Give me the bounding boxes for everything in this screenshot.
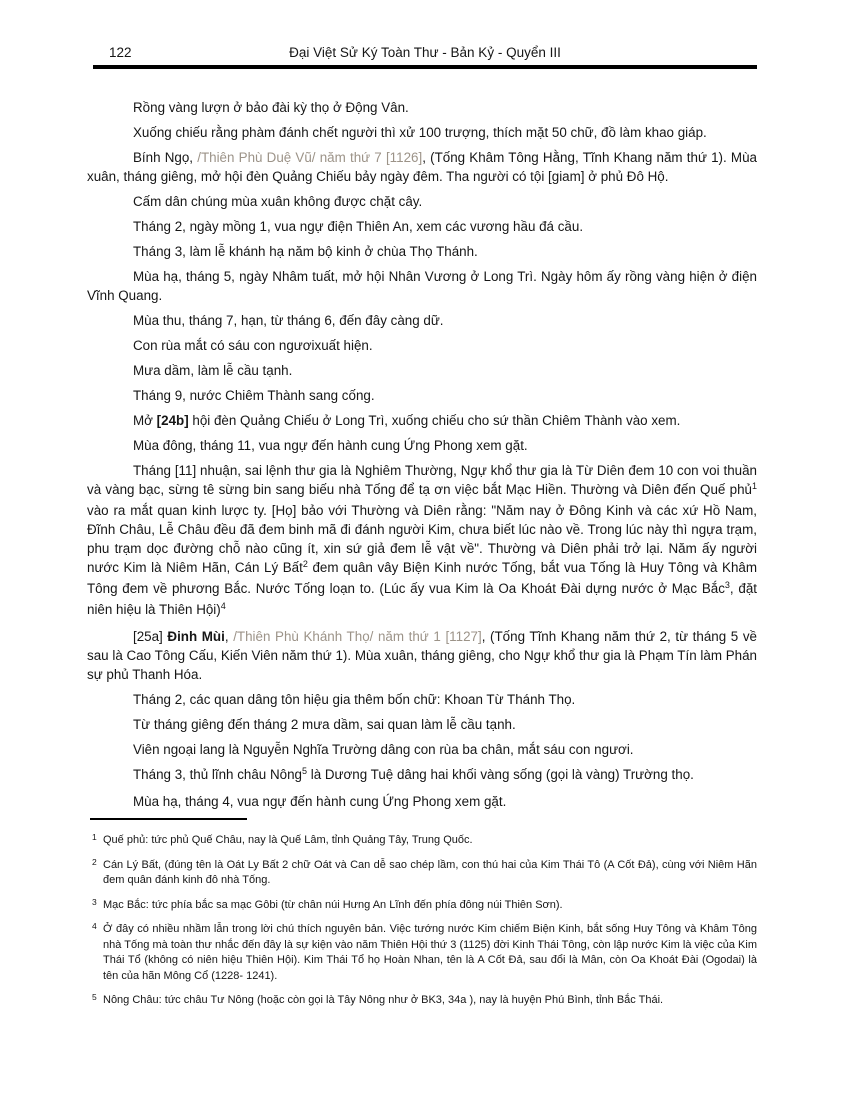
paragraph xyxy=(87,267,757,305)
text-run: Con rùa mắt có sáu con ngươixuất hiện. xyxy=(133,338,373,353)
paragraph xyxy=(87,765,757,786)
page-number: 122 xyxy=(109,45,132,60)
footnote-reference: 3 xyxy=(724,580,730,590)
text-run: , xyxy=(224,629,234,644)
text-run: Xuống chiếu rằng phàm đánh chết người thì xử 100 trượng, thích mặt 50 chữ, đồ làm khao giáp. xyxy=(133,125,707,140)
paragraph xyxy=(87,123,757,142)
text-run: Mùa thu, tháng 7, hạn, từ tháng 6, đến đây càng dữ. xyxy=(133,313,444,328)
paragraph xyxy=(87,242,757,261)
paragraph xyxy=(87,627,757,684)
paragraph xyxy=(87,740,757,759)
footnote-text: Mạc Bắc: tức phía bắc sa mạc Gôbi (từ chân núi Hưng An Lĩnh đến phía đông núi Thiên Sơn). xyxy=(103,898,563,911)
footnote-marker: 5 xyxy=(92,992,97,1002)
paragraph xyxy=(87,98,757,117)
text-run: Cấm dân chúng mùa xuân không được chặt cây. xyxy=(133,194,423,209)
paragraph xyxy=(87,386,757,405)
text-run: Mùa đông, tháng 11, vua ngự đến hành cung Ứng Phong xem gặt. xyxy=(133,438,528,453)
paragraph xyxy=(87,192,757,211)
body-text xyxy=(87,98,757,811)
text-run: Mở xyxy=(133,413,157,428)
paragraph xyxy=(87,690,757,709)
footnotes-section xyxy=(90,833,757,1009)
footnote xyxy=(90,833,757,849)
header-rule xyxy=(93,65,757,69)
paragraph xyxy=(87,715,757,734)
text-run: Rồng vàng lượn ở bảo đài kỳ thọ ở Động Vân. xyxy=(133,100,409,115)
footnote-text: Quế phủ: tức phủ Quế Châu, nay là Quế Lâm, tỉnh Quảng Tây, Trung Quốc. xyxy=(103,834,473,846)
footnote-reference: 5 xyxy=(302,766,308,776)
footnote xyxy=(90,922,757,984)
paragraph xyxy=(87,436,757,455)
footnote-reference: 2 xyxy=(302,559,308,569)
era-name-text: /Thiên Phù Khánh Thọ/ năm thứ 1 [1127] xyxy=(233,629,482,644)
text-run: Tháng [11] nhuận, sai lệnh thư gia là Nghiêm Thường, Ngự khổ thư gia là Từ Diên đem 10 con voi thuần và vàng bạc, sừng tê sừng bin sang biếu nhà Tống để tạ ơn việc bắt Mạc Hiền. Thường và Diên đến Quế phủ xyxy=(87,463,757,497)
text-run: Tháng 9, nước Chiêm Thành sang cống. xyxy=(133,388,375,403)
page-header xyxy=(93,44,757,62)
text-run: , (Tống Khâm Tông Hằng, Tĩnh Khang năm thứ 1). Mùa xuân, tháng giêng, mở hội đèn Quảng Chiếu bảy ngày đêm. Tha người có tội [giam] ở phủ Đô Hộ. xyxy=(87,150,757,184)
text-run: là Dương Tuệ dâng hai khối vàng sống (gọi là vàng) Trường thọ. xyxy=(307,767,694,782)
text-run: Mùa hạ, tháng 4, vua ngự đến hành cung Ứng Phong xem gặt. xyxy=(133,794,507,809)
text-run: Tháng 3, làm lễ khánh hạ năm bộ kinh ở chùa Thọ Thánh. xyxy=(133,244,478,259)
footnote-marker: 1 xyxy=(92,832,97,842)
text-run: Bính Ngọ, xyxy=(133,150,198,165)
paragraph xyxy=(87,361,757,380)
footnote xyxy=(90,993,757,1009)
footnote xyxy=(90,858,757,889)
footnote-text: Cán Lý Bất, (đúng tên là Oát Ly Bất 2 chữ Oát và Can dễ sao chép lầm, con thú hai của Kim Thái Tô (A Cốt Đả), cùng với Niêm Hãn đem quân đánh kinh đô nhà Tống. xyxy=(103,858,757,886)
text-run: , (Tống Tĩnh Khang năm thứ 2, từ tháng 5 về sau là Cao Tông Cấu, Kiến Viên năm thứ 1). Mùa xuân, tháng giêng, cho Ngự khổ thư gia là Phạm Tín làm Phán sự phủ Thanh Hóa. xyxy=(87,629,757,682)
paragraph xyxy=(87,311,757,330)
paragraph xyxy=(87,792,757,811)
paragraph xyxy=(87,217,757,236)
footnote xyxy=(90,898,757,914)
emphasis-text: [24b] xyxy=(156,413,189,428)
paragraph xyxy=(87,336,757,355)
footnote-marker: 3 xyxy=(92,896,97,907)
text-run: Mùa hạ, tháng 5, ngày Nhâm tuất, mở hội Nhân Vương ở Long Trì. Ngày hôm ấy rồng vàng hiện ở điện Vĩnh Quang. xyxy=(87,269,757,303)
text-run: Tháng 2, ngày mồng 1, vua ngự điện Thiên An, xem các vương hầu đá cầu. xyxy=(133,219,584,234)
page-title: Đại Việt Sử Ký Toàn Thư - Bản Kỷ - Quyển III xyxy=(289,45,561,60)
text-run: đem quân vây Biện Kinh nước Tống, bắt vua Tống là Huy Tông và Khâm Tông đem về phương Bắc. Nước Tống loạn to. (Lúc ấy vua Kim là Oa Khoát Đài dựng nước ở Mạc Bắc xyxy=(87,560,757,596)
text-run: , đặt niên hiệu là Thiên Hội) xyxy=(87,581,757,617)
text-run: hội đèn Quảng Chiếu ở Long Trì, xuống chiếu cho sứ thần Chiêm Thành vào xem. xyxy=(188,413,681,428)
paragraph xyxy=(87,461,757,621)
era-name-text: /Thiên Phù Duệ Vũ/ năm thứ 7 [1126] xyxy=(197,150,423,165)
text-run: Viên ngoại lang là Nguyễn Nghĩa Trường dâng con rùa ba chân, mắt sáu con ngươi. xyxy=(133,742,634,757)
text-run: vào ra mắt quan kinh lược ty. [Họ] bảo với Thường và Diên rằng: "Năm nay ở Đông Kinh và các xứ Hồ Nam, Đĩnh Châu, Lễ Châu đều đã đem binh mã đi đánh người Kim, chưa biết lúc nào về. Trong lúc này thì ngựa trạm, phu trạm dọc đường chỗ nào cũng ít, xin sứ giả đem lễ vật về". Thường và Diên phải trở lại. Năm ấy người nước Kim là Niêm Hãn, Cán Lý Bất xyxy=(87,503,757,575)
footnote-text: Nông Châu: tức châu Tư Nông (hoặc còn gọi là Tây Nông như ở BK3, 34a ), nay là huyện Phú Bình, tỉnh Bắc Thái. xyxy=(103,994,664,1006)
text-run: [25a] xyxy=(133,629,168,644)
footnote-marker: 2 xyxy=(92,856,97,867)
footnote-reference: 1 xyxy=(751,481,757,491)
emphasis-text: Đinh Mùi xyxy=(167,629,225,644)
text-run: Tháng 3, thủ lĩnh châu Nông xyxy=(133,767,302,782)
paragraph xyxy=(87,148,757,186)
footnote-reference: 4 xyxy=(220,601,226,611)
text-run: Tháng 2, các quan dâng tôn hiệu gia thêm bốn chữ: Khoan Từ Thánh Thọ. xyxy=(133,692,576,707)
text-run: Mưa dầm, làm lễ cầu tạnh. xyxy=(133,363,293,378)
paragraph xyxy=(87,411,757,430)
footnote-marker: 4 xyxy=(92,921,97,931)
text-run: Từ tháng giêng đến tháng 2 mưa dầm, sai quan làm lễ cầu tạnh. xyxy=(133,717,516,732)
footnote-separator xyxy=(90,818,247,820)
footnote-text: Ở đây có nhiều nhầm lẫn trong lời chú thích nguyên bản. Việc tướng nước Kim chiếm Biện Kinh, bắt sống Huy Tông và Khâm Tông nhà Tống mà toàn thư nhắc đến đây là sự kiện vào năm Thiên Hội thứ 3 (1125) đời Kinh Thái Tông, còn lập nước Kim là việc của Kim Thái Tổ (không có niên hiệu Thiên Hội). Kim Thái Tổ họ Hoàn Nhan, tên là A Cốt Đả, sau đổi là Mân, còn Oa Khoát Đài (Ogodai) là tên của hãn Mông Cổ (1228- 1241). xyxy=(103,923,757,982)
